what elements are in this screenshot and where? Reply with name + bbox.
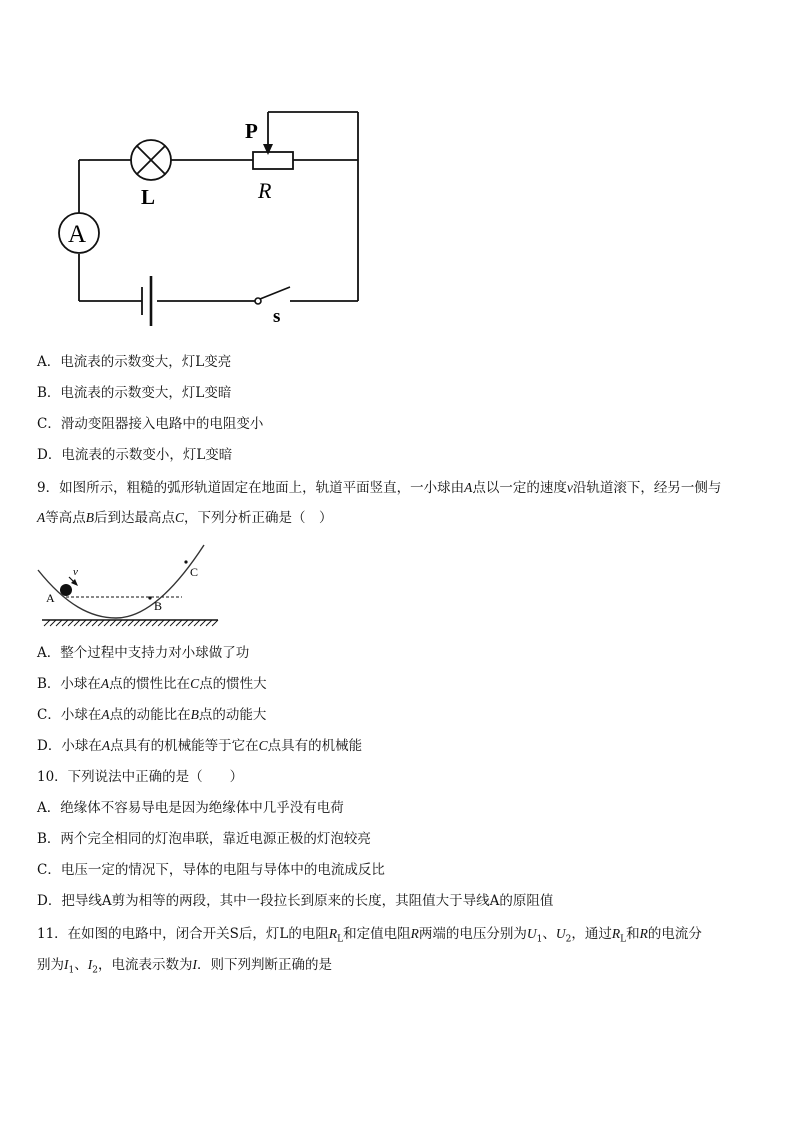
q8-option-d: D．电流表的示数变小，灯L变暗 [37,447,233,463]
label-S: s [273,306,281,327]
q11-stem-line2: 别为$I_1$、$I_2$，电流表示数为I．则下列判断正确的是 [37,957,332,976]
svg-text:A: A [46,591,55,605]
q9-stem-line2: A等高点B后到达最高点C，下列分析正确是（ ） [37,510,333,526]
battery-symbol [142,276,151,326]
q11-stem-line1: 11．在如图的电路中，闭合开关S后，灯L的电阻$R_L$和定值电阻R两端的电压分别为$U_1$、$U_2$，通过$R_L$和R的电流分 [37,926,702,945]
q9-option-b: B．小球在A点的惯性比在C点的惯性大 [37,676,267,692]
circuit-diagram [45,100,385,330]
svg-text:v: v [73,566,78,578]
q9-option-d: D．小球在A点具有的机械能等于它在C点具有的机械能 [37,738,363,754]
q9-option-a: A．整个过程中支持力对小球做了功 [37,645,250,661]
switch-symbol [255,287,290,304]
q9-option-c: C．小球在A点的动能比在B点的动能大 [37,707,267,723]
label-L: L [141,185,156,209]
label-P: P [245,119,258,143]
q10-option-d: D．把导线A剪为相等的两段，其中一段拉长到原来的长度，其阻值大于导线A的原阻值 [37,893,554,909]
svg-text:B: B [154,599,163,613]
q8-option-b: B．电流表的示数变大，灯L变暗 [37,385,232,401]
q10-option-b: B．两个完全相同的灯泡串联，靠近电源正极的灯泡较亮 [37,831,371,847]
label-R: R [258,178,272,203]
resistor-symbol [253,152,293,169]
q10-option-c: C．电压一定的情况下，导体的电阻与导体中的电流成反比 [37,862,385,878]
ball [60,584,72,596]
q10-option-a: A．绝缘体不容易导电是因为绝缘体中几乎没有电荷 [37,800,344,816]
q9-stem-line1: 9．如图所示，粗糙的弧形轨道固定在地面上，轨道平面竖直，一小球由A点以一定的速度v沿轨道滚下，经另一侧与 [37,480,722,496]
track-diagram [36,540,226,632]
lamp-symbol [131,140,171,180]
q8-option-c: C．滑动变阻器接入电路中的电阻变小 [37,416,264,432]
q10-stem: 10．下列说法中正确的是（ ） [37,769,244,785]
q8-option-a: A．电流表的示数变大，灯L变亮 [37,354,232,370]
svg-text:C: C [190,565,199,579]
label-A: A [68,221,87,248]
